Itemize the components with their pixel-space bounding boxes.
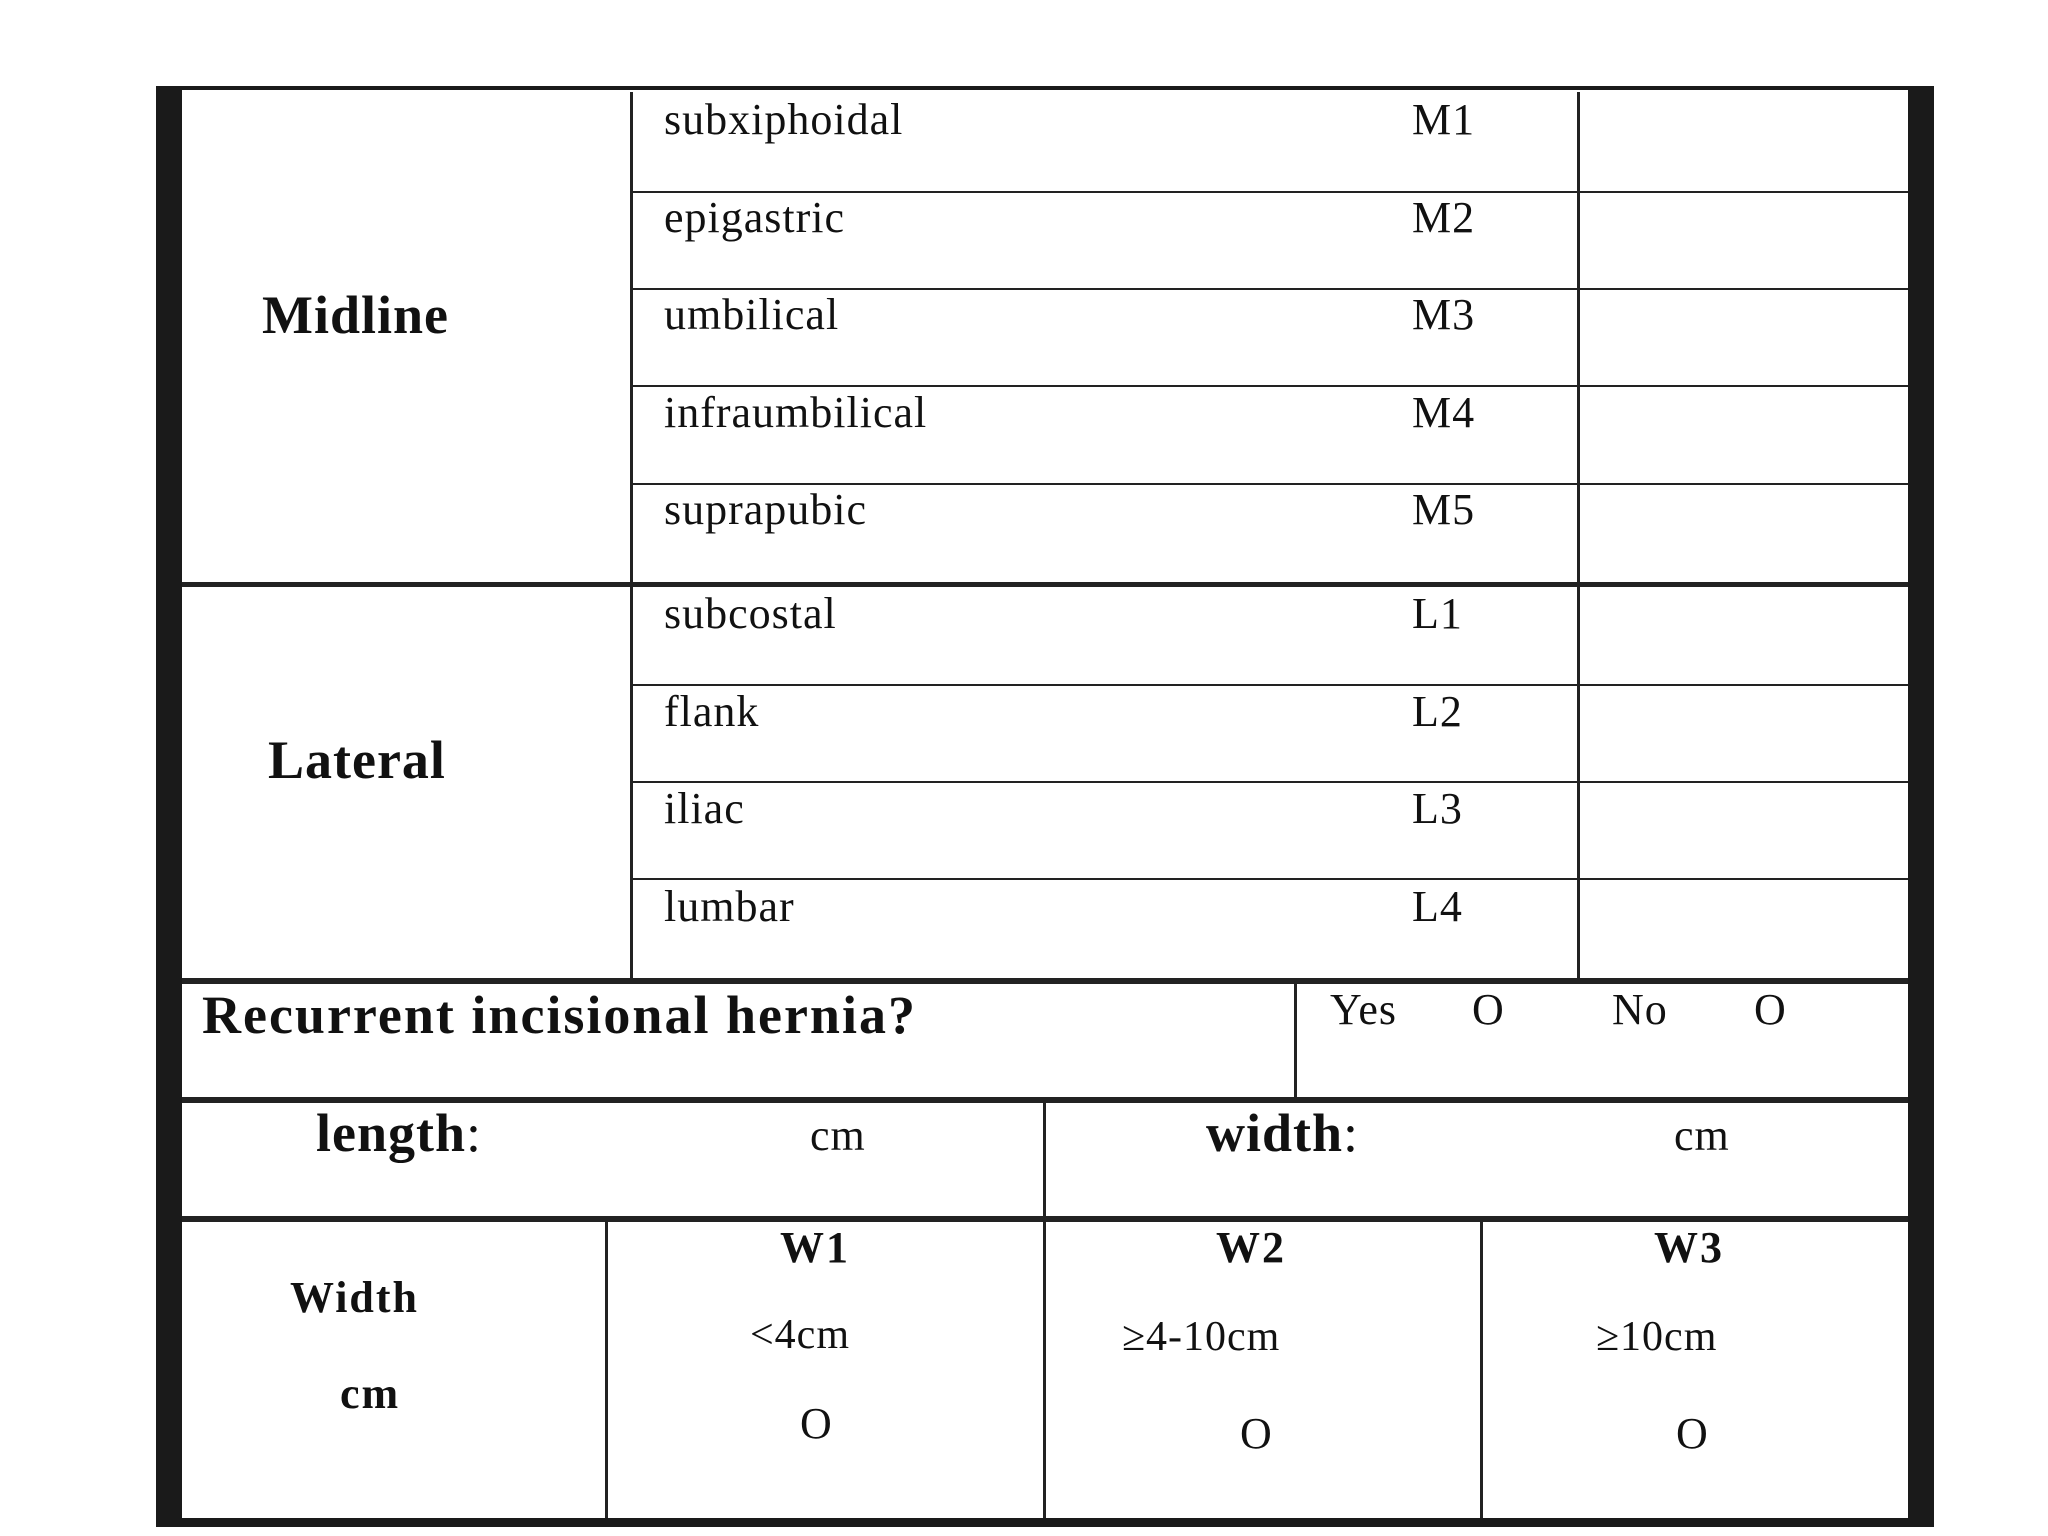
site-code: M1 — [1412, 95, 1476, 144]
width-class-radio[interactable]: O — [1240, 1409, 1273, 1458]
site-code: M3 — [1412, 290, 1476, 339]
length-label-text: length — [316, 1103, 467, 1163]
width-label-text: width — [1206, 1103, 1344, 1163]
group-label-midline: Midline — [262, 285, 450, 345]
divider — [630, 92, 633, 978]
site-entry-cell[interactable] — [1580, 485, 1908, 582]
width-class-range: <4cm — [750, 1312, 850, 1358]
site-code: M5 — [1412, 485, 1476, 534]
width-class-radio[interactable]: O — [800, 1399, 833, 1448]
recurrent-question: Recurrent incisional hernia? — [202, 985, 917, 1045]
length-label — [316, 1103, 483, 1163]
site-label: suprapubic — [664, 485, 868, 534]
site-code: M2 — [1412, 193, 1476, 242]
site-entry-cell[interactable] — [1580, 783, 1908, 878]
width-class-range: ≥10cm — [1596, 1314, 1718, 1360]
divider — [1043, 1103, 1046, 1216]
site-entry-cell[interactable] — [1580, 686, 1908, 781]
site-entry-cell[interactable] — [1580, 93, 1908, 190]
site-entry-cell[interactable] — [1580, 290, 1908, 385]
site-code: L4 — [1412, 882, 1463, 931]
width-class-radio[interactable]: O — [1676, 1409, 1709, 1458]
site-label: subcostal — [664, 589, 837, 638]
site-entry-cell[interactable] — [1580, 193, 1908, 288]
width-input[interactable] — [1440, 1108, 1660, 1178]
width-class-label-line2: cm — [340, 1369, 401, 1418]
divider — [605, 1222, 608, 1518]
recurrent-no-radio[interactable]: O — [1754, 985, 1787, 1034]
divider — [1480, 1222, 1483, 1518]
length-unit: cm — [810, 1111, 866, 1160]
width-label — [1206, 1103, 1360, 1163]
width-unit: cm — [1674, 1111, 1730, 1160]
recurrent-yes-label: Yes — [1330, 985, 1398, 1034]
site-label: iliac — [664, 784, 745, 833]
divider — [1294, 984, 1297, 1097]
width-class-code: W2 — [1216, 1223, 1286, 1272]
divider — [1043, 1222, 1046, 1518]
site-label: flank — [664, 687, 760, 736]
site-code: M4 — [1412, 388, 1476, 437]
site-code: L2 — [1412, 687, 1463, 736]
site-label: subxiphoidal — [664, 95, 904, 144]
group-label-lateral: Lateral — [268, 730, 446, 790]
recurrent-yes-radio[interactable]: O — [1472, 985, 1505, 1034]
site-label: lumbar — [664, 882, 795, 931]
site-entry-cell[interactable] — [1580, 387, 1908, 483]
site-code: L3 — [1412, 784, 1463, 833]
width-class-label-line1: Width — [290, 1273, 420, 1322]
width-class-range: ≥4-10cm — [1122, 1314, 1281, 1360]
recurrent-no-label: No — [1612, 985, 1668, 1034]
site-label: umbilical — [664, 290, 840, 339]
site-label: infraumbilical — [664, 388, 928, 437]
site-entry-cell[interactable] — [1580, 587, 1908, 684]
length-colon: : — [466, 1103, 483, 1163]
length-input[interactable] — [580, 1108, 800, 1178]
width-class-code: W1 — [780, 1223, 850, 1272]
site-code: L1 — [1412, 589, 1463, 638]
divider — [182, 978, 1908, 984]
width-colon: : — [1343, 1103, 1360, 1163]
site-entry-cell[interactable] — [1580, 880, 1908, 978]
width-class-code: W3 — [1654, 1223, 1724, 1272]
site-label: epigastric — [664, 193, 846, 242]
